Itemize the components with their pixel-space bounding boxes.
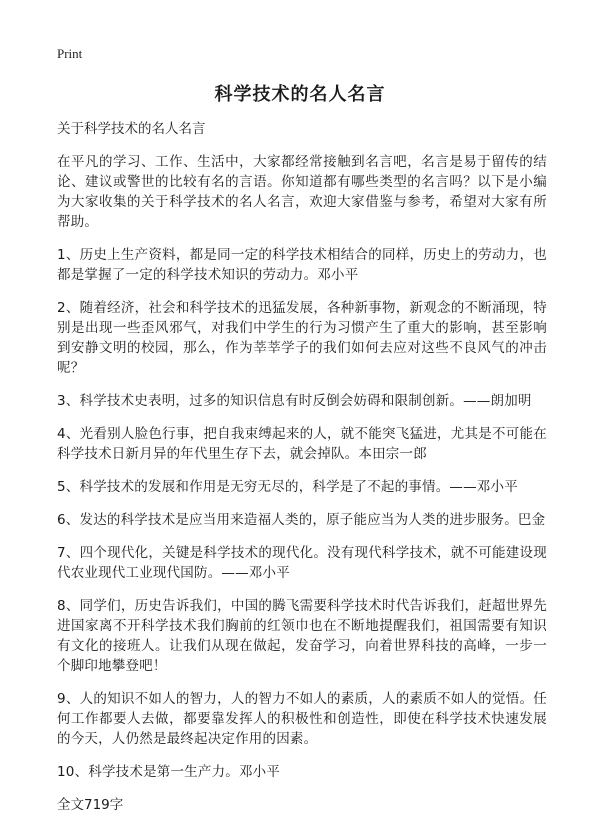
quote-paragraph: 7、四个现代化，关键是科学技术的现代化。没有现代科学技术，就不可能建设现代农业现代工业现代国防。——邓小平 <box>57 545 547 581</box>
quote-paragraph: 4、光看别人脸色行事，把自我束缚起来的人，就不能突飞猛进，尤其是不可能在科学技术日新月异的年代里生存下去，就会掉队。本田宗一郎 <box>57 426 547 462</box>
article-subtitle: 关于科学技术的名人名言 <box>57 121 206 137</box>
quote-paragraph: 1、历史上生产资料，都是同一定的科学技术相结合的同样，历史上的劳动力，也都是掌握了一定的科学技术知识的劳动力。邓小平 <box>57 247 547 283</box>
quote-paragraph: 10、科学技术是第一生产力。邓小平 <box>57 764 281 780</box>
quote-paragraph: 5、科学技术的发展和作用是无穷无尽的，科学是了不起的事情。——邓小平 <box>57 479 518 495</box>
quote-paragraph: 2、随着经济，社会和科学技术的迅猛发展，各种新事物，新观念的不断涌现，特别是出现一些歪风邪气，对我们中学生的行为习惯产生了重大的影响，甚至影响到安静文明的校园，那么，作为莘莘学子的我们如何去应对这些不良风气的冲击呢？ <box>57 300 547 376</box>
quote-paragraph: 6、发达的科学技术是应当用来造福人类的，原子能应当为人类的进步服务。巴金 <box>57 512 546 528</box>
word-count: 全文719字 <box>57 797 124 813</box>
article-body <box>57 119 547 815</box>
print-link[interactable]: Print <box>57 46 83 61</box>
quote-paragraph: 3、科学技术史表明，过多的知识信息有时反倒会妨碍和限制创新。——朗加明 <box>57 393 532 409</box>
intro-paragraph: 在平凡的学习、工作、生活中，大家都经常接触到名言吧，名言是易于留传的结论、建议或警世的比较有名的言语。你知道都有哪些类型的名言吗？以下是小编为大家收集的关于科学技术的名人名言，欢迎大家借鉴与参考，希望对大家有所帮助。 <box>57 154 547 230</box>
quote-paragraph: 8、同学们，历史告诉我们，中国的腾飞需要科学技术时代告诉我们，赶超世界先进国家离不开科学技术我们胸前的红领巾也在不断地提醒我们，祖国需要有知识有文化的接班人。让我们从现在做起，发奋学习，向着世界科技的高峰，一步一个脚印地攀登吧！ <box>57 598 547 674</box>
quote-paragraph: 9、人的知识不如人的智力，人的智力不如人的素质，人的素质不如人的觉悟。任何工作都要人去做，都要靠发挥人的积极性和创造性，即使在科学技术快速发展的今天，人仍然是最终起决定作用的因素。 <box>57 691 547 747</box>
page-title: 科学技术的名人名言 <box>214 84 386 105</box>
